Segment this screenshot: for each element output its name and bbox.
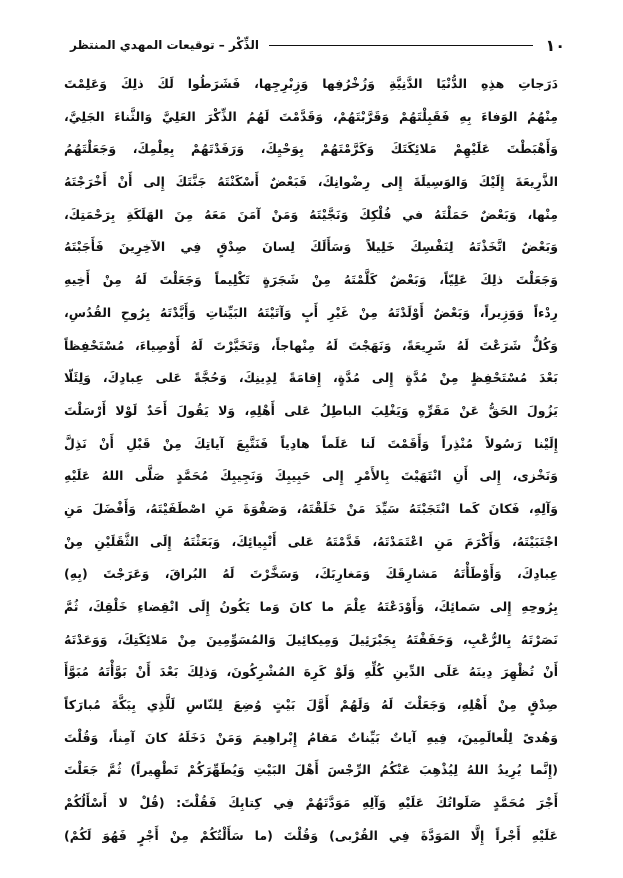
text-line: رِدْءاً وَوَزِيراً، وَبَعْضٌ أَوْلَدْتَهُ مِنْ غَيْرِ أَبٍ وَآتَيْتَهُ البَيِّناتِ وَأَيَّدْتَهُ بِرُوحِ القُدُسِ، (64, 304, 558, 320)
text-line: بِرُوحِهِ إِلى سَمائِكَ، وَأَوْدَعْتَهُ عِلْمَ ما كانَ وَما يَكُونُ إِلَى انْقِضاءِ خَلْقِكَ، ثُمَّ (64, 599, 558, 614)
text-line: وَكُلٌّ شَرَعْتَ لَهُ شَرِيعَةً، وَنَهَجْتَ لَهُ مِنْهاجاً، وَتَخَيَّرْتَ لَهُ أَوْصِياءَ، مُسْتَحْفِظاً (64, 337, 558, 353)
text-line: وَآلِهِ، فَكانَ كَما انْتَجَبْتَهُ سَيِّدَ مَنْ خَلَقْتَهُ، وَصَفْوَةَ مَنِ اصْطَفَيْتَهُ، وَأَفْضَلَ مَنِ (64, 500, 558, 516)
text-line: وَنَخْزى، إِلى أَنِ انْتَهَيْتَ بِالأَمْرِ إِلى حَبِيبِكَ وَنَجِيبِكَ مُحَمَّدٍ صَلَّى اللهُ عَلَيْهِ (64, 468, 558, 484)
body-text (64, 68, 558, 853)
text-line: الذَّرِيعَةَ إِلَيْكَ وَالوَسِيلَةَ إِلى رِضْوانِكَ، فَبَعْضٌ أَسْكَنْتَهُ جَنَّتَكَ إِلى أَنْ أَخْرَجْتَهُ (64, 174, 558, 190)
text-line: صِدْقٍ مِنْ أَهْلِهِ، وَجَعَلْتَ لَهُ وَلَهُمْ أَوَّلَ بَيْتٍ وُضِعَ لِلنّاسِ لَلَّذِي بِبَكَّةَ مُبارَكاً (64, 697, 558, 713)
text-line: بَعْدَ مُسْتَحْفِظٍ مِنْ مُدَّةٍ إِلى مُدَّةٍ، إِقامَةً لِدِينِكَ، وَحُجَّةً عَلى عِبادِكَ، وَلِئَلّا (64, 370, 558, 386)
text-line: وَجَعَلْتَ ذلِكَ عَلِيّاً، وَبَعْضٌ كَلَّمْتَهُ مِنْ شَجَرَةٍ تَكْلِيماً وَجَعَلْتَ لَهُ مِنْ أَخِيهِ (64, 272, 558, 288)
text-line: أَنْ تُظْهِرَ دِينَهُ عَلَى الدِّينِ كُلِّهِ وَلَوْ كَرِهَ المُشْرِكُونَ، وَذلِكَ بَعْدَ أَنْ بَوَّأْتَهُ مُبَوَّأَ (64, 664, 558, 680)
text-line: دَرَجاتِ هذِهِ الدُّنْيَا الدَّنِيَّةِ وَزُخْرُفِها وَزِبْرِجِها، فَشَرَطُوا لَكَ ذلِكَ وَعَلِمْتَ (64, 76, 558, 91)
text-line: يَزُولَ الحَقُّ عَنْ مَقَرِّهِ وَيَغْلِبَ الباطِلُ عَلى أَهْلِهِ، وَلا يَقُولَ أَحَدٌ لَوْلا أَرْسَلْتَ (64, 402, 558, 418)
text-line: وَأَهْبَطْتَ عَلَيْهِمْ مَلائِكَتَكَ وَكَرَّمْتَهُمْ بِوَحْيِكَ، وَرَفَدْتَهُمْ بِعِلْمِكَ، وَجَعَلْتَهُمُ (64, 141, 558, 157)
text-line: (إِنَّما يُرِيدُ اللهُ لِيُذْهِبَ عَنْكُمُ الرِّجْسَ أَهْلَ البَيْتِ وَيُطَهِّرَكُمْ تَطْهِيراً) ثُمَّ جَعَلْتَ (64, 762, 558, 778)
page-number: ١٠ (545, 35, 565, 55)
text-line: نَصَرْتَهُ بِالرُّعْبِ، وَحَفَفْتَهُ بِجَبْرَئِيلَ وَمِيكائِيلَ وَالمُسَوِّمِينَ مِنْ مَلائِكَتِكَ، وَوَعَدْتَهُ (64, 631, 558, 647)
text-line: أَجْرَ مُحَمَّدٍ صَلَواتُكَ عَلَيْهِ وَآلِهِ مَوَدَّتَهُمْ فِي كِتابِكَ فَقُلْتَ: (قُلْ لا أَسْأَلُكُمْ (64, 795, 558, 811)
text-line: وَبَعْضٌ اتَّخَذْتَهُ لِنَفْسِكَ خَلِيلاً وَسَأَلَكَ لِسانَ صِدْقٍ فِي الآخِرِينَ فَأَجَبْتَهُ (64, 239, 558, 255)
page-header (60, 34, 565, 56)
text-line: اجْتَبَيْتَهُ، وَأَكْرَمَ مَنِ اعْتَمَدْتَهُ، قَدَّمْتَهُ عَلى أَنْبِيائِكَ، وَبَعَثْتَهُ إِلَى الثَّقَلَيْنِ مِنْ (64, 533, 558, 549)
text-line: إِلَيْنا رَسُولاً مُنْذِراً وَأَقَمْتَ لَنا عَلَماً هادِياً فَنَتَّبِعَ آياتِكَ مِنْ قَبْلِ أَنْ نَذِلَّ (64, 435, 558, 451)
text-line: مِنْهُمُ الوَفاءَ بِهِ فَقَبِلْتَهُمْ وَقَرَّبْتَهُمْ، وَقَدَّمْتَ لَهُمُ الذِّكْرَ العَلِيَّ وَالثَّناءَ الجَلِيَّ، (64, 108, 558, 124)
text-line: وَهُدىً لِلْعالَمِينَ، فِيهِ آياتٌ بَيِّناتٌ مَقامُ إِبْراهِيمَ وَمَنْ دَخَلَهُ كانَ آمِناً، وَقُلْتَ (64, 729, 558, 745)
text-line: عِبادِكَ، وَأَوْطَأْتَهُ مَشارِقَكَ وَمَغارِبَكَ، وَسَخَّرْتَ لَهُ البُراقَ، وَعَرَجْتَ (بِهِ) (64, 566, 558, 582)
header-rule (269, 45, 534, 46)
text-line: عَلَيْهِ أَجْراً إِلَّا المَوَدَّةَ فِي القُرْبى) وَقُلْتَ (ما سَأَلْتُكُمْ مِنْ أَجْرٍ فَهُوَ لَكُمْ) (64, 827, 558, 843)
text-line: مِنْها، وَبَعْضٌ حَمَلْتَهُ في فُلْكِكَ وَنَجَّيْتَهُ وَمَنْ آمَنَ مَعَهُ مِنَ الهَلَكَةِ بِرَحْمَتِكَ، (64, 206, 558, 222)
running-title: الذِّكْر – توقيعات المهدي المنتظر (70, 38, 259, 52)
